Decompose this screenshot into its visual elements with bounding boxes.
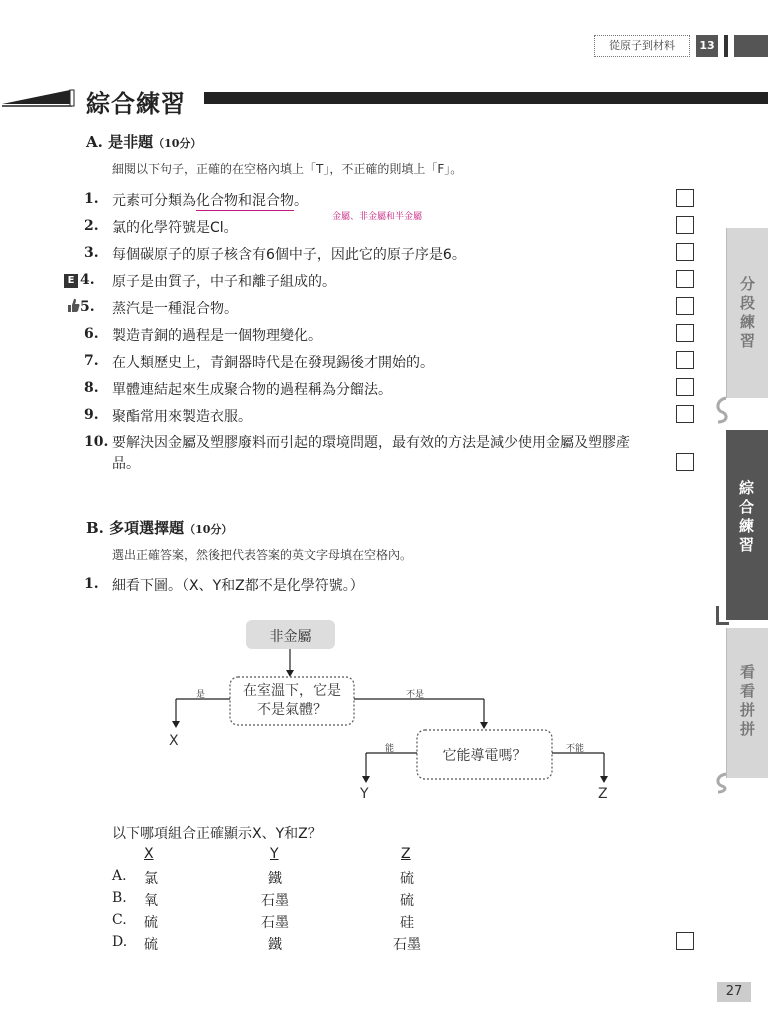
question-text: 原子是由質子，中子和離子組成的。 — [112, 274, 336, 290]
section-b-title: B. 多項選擇題 — [86, 519, 185, 537]
question-text: 製造青銅的過程是一個物理變化。 — [112, 328, 322, 344]
flowchart-start-label: 非金屬 — [269, 629, 312, 645]
question-number: 1. — [84, 576, 99, 592]
page-number: 27 — [717, 982, 751, 1002]
flowchart-decision-1-label: 在室溫下，它是不是氣體？ — [243, 683, 341, 718]
option-y: 鐵 — [268, 871, 282, 887]
option-y: 石墨 — [261, 893, 289, 909]
option-y: 鐵 — [268, 937, 282, 953]
option-y: 石墨 — [261, 915, 289, 931]
exam-badge: E — [64, 274, 78, 288]
flowchart-no-label: 不是 — [406, 690, 425, 700]
question-text: 單體連結起來生成聚合物的過程稱為分餾法。 — [112, 382, 392, 398]
tab-hook-icon — [716, 606, 729, 625]
tab-section-practice[interactable] — [726, 228, 768, 398]
flowchart-arrowhead — [362, 776, 370, 783]
question-number: 1. — [84, 191, 99, 207]
tab-curl-icon — [712, 396, 732, 424]
answer-box[interactable] — [676, 932, 694, 950]
tab-label: 看看拼拼 — [738, 664, 756, 740]
page-title: 綜合練習 — [86, 90, 186, 118]
option-letter: D. — [112, 934, 128, 950]
section-b-instruction: 選出正確答案，然後把代表答案的英文字母填在空格內。 — [112, 548, 413, 562]
option-x: 氯 — [144, 871, 158, 887]
table-header-x: X — [144, 846, 154, 862]
tab-curl-icon — [712, 772, 732, 794]
flowchart-y-label: Y — [360, 786, 369, 802]
question-text: 氯的化學符號是Cl。 — [112, 220, 238, 236]
section-a-instruction: 細閱以下句子，正確的在空格內填上「T」，不正確的則填上「F」。 — [112, 162, 463, 176]
question-number: 7. — [84, 353, 99, 369]
flowchart-can-label: 能 — [385, 744, 395, 754]
question-number: 10. — [84, 434, 109, 450]
chapter-number: 13 — [696, 35, 718, 57]
question-number: 3. — [84, 245, 99, 261]
table-header-z: Z — [401, 846, 411, 862]
tab-puzzle[interactable] — [726, 628, 768, 778]
chapter-title: 從原子到材料 — [594, 35, 690, 57]
question-text: 細看下圖。（X、Y和Z都不是化學符號。） — [112, 578, 364, 594]
option-letter: A. — [112, 868, 127, 884]
option-x: 硫 — [144, 937, 158, 953]
flowchart-cannot-label: 不能 — [566, 744, 585, 754]
question-text: 蒸汽是一種混合物。 — [112, 301, 238, 317]
question-text-pre: 元素可分類為 — [112, 193, 196, 209]
section-a-marks: （10分） — [153, 137, 202, 150]
tab-label: 綜合練習 — [737, 480, 755, 556]
option-x: 硫 — [144, 915, 158, 931]
section-b-marks: （10分） — [184, 523, 233, 536]
tab-comprehensive-practice[interactable] — [726, 430, 768, 620]
question-text: 聚酯常用來製造衣服。 — [112, 409, 252, 425]
question-text: 每個碳原子的原子核含有6個中子，因此它的原子序是6。 — [112, 247, 466, 263]
question-number: 5. — [80, 299, 95, 315]
option-z: 石墨 — [393, 937, 421, 953]
option-letter: B. — [112, 890, 127, 906]
question-text-post: 。 — [294, 193, 308, 209]
table-header-y: Y — [270, 846, 279, 862]
flowchart-arrowhead — [600, 776, 608, 783]
option-z: 硅 — [400, 915, 414, 931]
option-z: 硫 — [400, 871, 414, 887]
flowchart-arrowhead — [172, 721, 180, 728]
question-number: 2. — [84, 218, 99, 234]
correction-note: 金屬、非金屬和半金屬 — [332, 212, 423, 222]
question-underlined: 化合物和混合物 — [196, 193, 294, 209]
tab-label: 分段練習 — [738, 276, 756, 352]
mc-question-text: 以下哪項組合正確顯示X、Y和Z？ — [112, 826, 322, 842]
option-x: 氧 — [144, 893, 158, 909]
question-number: 6. — [84, 326, 99, 342]
question-number: 9. — [84, 407, 99, 423]
question-number: 8. — [84, 380, 99, 396]
flowchart-yes-label: 是 — [196, 690, 206, 700]
section-a-title: A. 是非題 — [86, 133, 154, 151]
question-number: 4. — [80, 272, 95, 288]
question-text: 在人類歷史上，青銅器時代是在發現錫後才開始的。 — [112, 355, 434, 371]
flowchart-z-label: Z — [598, 786, 608, 802]
option-z: 硫 — [400, 893, 414, 909]
flowchart-x-label: X — [169, 733, 179, 749]
option-letter: C. — [112, 912, 127, 928]
question-text: 要解決因金屬及塑膠廢料而引起的環境問題，最有效的方法是減少使用金屬及塑膠產品。 — [112, 435, 630, 472]
flowchart-decision-2-label: 它能導電嗎？ — [442, 748, 527, 764]
flowchart-arrowhead — [480, 722, 488, 729]
flowchart-arrowhead — [286, 670, 294, 677]
